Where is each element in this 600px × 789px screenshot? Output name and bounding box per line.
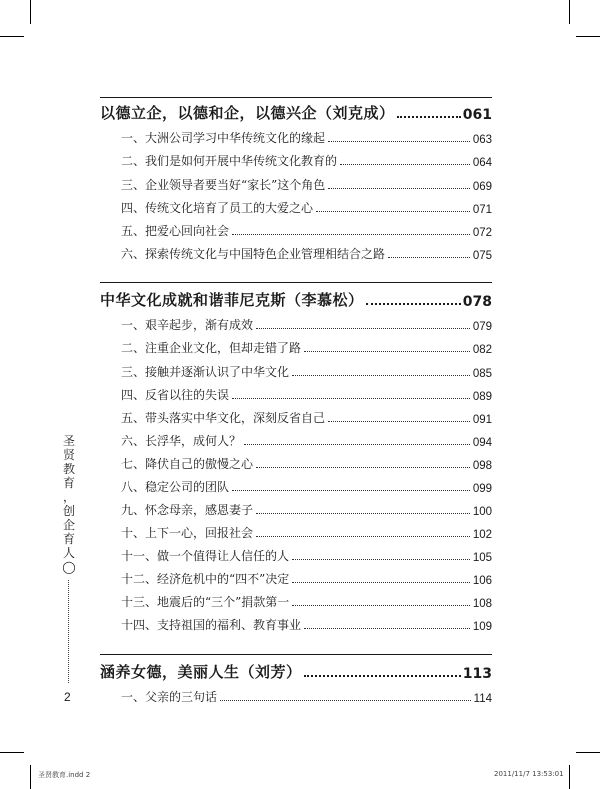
item-title: 十、上下一心，回报社会 (121, 526, 254, 540)
crop-mark (569, 0, 570, 24)
page-number: 2 (64, 690, 71, 704)
crop-mark (30, 765, 31, 789)
item-page: 100 (472, 506, 492, 518)
toc-item[interactable] (121, 544, 492, 564)
section-title: 以德立企，以德和企，以德兴企（刘克成） (100, 104, 395, 122)
section-divider (100, 282, 492, 283)
section-heading[interactable] (100, 101, 492, 123)
dot-leader (328, 420, 470, 422)
item-title: 十一、做一个值得让人信任的人 (121, 549, 290, 563)
section-title: 涵养女德，美丽人生（刘芳） (100, 663, 302, 681)
item-title: 二、我们是如何开展中华传统文化教育的 (121, 154, 338, 168)
crop-mark (0, 752, 24, 753)
section-page: 061 (462, 107, 492, 123)
dot-leader (292, 558, 470, 560)
item-title: 十二、经济危机中的“四不”决定 (121, 572, 290, 586)
dot-leader (256, 327, 470, 329)
side-circle-icon: ◯ (62, 560, 76, 574)
item-page: 098 (472, 460, 492, 472)
section-divider (100, 97, 492, 98)
dot-leader (328, 140, 470, 142)
item-title: 一、艰辛起步，渐有成效 (121, 318, 254, 332)
item-title: 二、注重企业文化，但却走错了路 (121, 341, 302, 355)
item-page: 089 (472, 391, 492, 403)
footer-file-label: 圣贤教育.indd 2 (38, 771, 91, 779)
dot-leader (232, 233, 470, 235)
toc-item[interactable] (121, 360, 492, 380)
dot-leader (232, 397, 470, 399)
item-title: 一、大洲公司学习中华传统文化的缘起 (121, 131, 326, 145)
item-title: 一、父亲的三句话 (121, 690, 218, 704)
toc-item[interactable] (121, 406, 492, 426)
item-page: 114 (473, 693, 492, 705)
dot-leader (220, 699, 471, 701)
dot-leader (232, 489, 470, 491)
item-title: 四、反省以往的失误 (121, 388, 230, 402)
toc-item[interactable] (121, 383, 492, 403)
dot-leader (366, 302, 461, 305)
item-page: 071 (472, 204, 492, 216)
item-title: 九、怀念母亲，感恩妻子 (121, 503, 254, 517)
crop-mark (0, 36, 24, 37)
item-title: 十三、地震后的“三个”捐款第一 (121, 595, 290, 609)
item-title: 八、稳定公司的团队 (121, 480, 230, 494)
item-title: 六、探索传统文化与中国特色企业管理相结合之路 (121, 247, 386, 261)
dot-leader (304, 627, 470, 629)
crop-mark (30, 0, 31, 24)
item-page: 085 (472, 368, 492, 380)
item-page: 099 (472, 483, 492, 495)
toc-item[interactable] (121, 567, 492, 587)
side-title-text: 圣 贤 教 育 ， 创 企 育 人 (62, 434, 75, 560)
dot-leader (292, 581, 470, 583)
toc-item[interactable] (121, 242, 492, 262)
side-dot-leader (68, 580, 69, 683)
dot-leader (244, 443, 470, 445)
toc-item[interactable] (121, 173, 492, 193)
crop-mark (576, 36, 600, 37)
section-heading[interactable] (100, 660, 492, 682)
footer-timestamp: 2011/11/7 13:53:01 (494, 770, 564, 778)
item-page: 102 (472, 529, 492, 541)
toc-item[interactable] (121, 336, 492, 356)
item-title: 六、长浮华，成何人？ (121, 434, 242, 448)
toc-item[interactable] (121, 219, 492, 239)
item-title: 四、传统文化培育了员工的大爱之心 (121, 201, 314, 215)
crop-mark (576, 752, 600, 753)
dot-leader (304, 674, 461, 677)
dot-leader (397, 115, 461, 118)
item-page: 108 (472, 598, 492, 610)
section-heading[interactable] (100, 288, 492, 310)
item-page: 069 (472, 181, 492, 193)
item-page: 063 (472, 134, 492, 146)
item-title: 十四、支持祖国的福利、教育事业 (121, 618, 302, 632)
item-page: 082 (472, 344, 492, 356)
dot-leader (256, 466, 470, 468)
dot-leader (256, 512, 470, 514)
item-page: 094 (472, 437, 492, 449)
item-page: 079 (472, 321, 492, 333)
item-page: 075 (472, 250, 492, 262)
toc-item[interactable] (121, 521, 492, 541)
toc-item[interactable] (121, 429, 492, 449)
item-page: 091 (472, 414, 492, 426)
crop-mark (569, 765, 570, 789)
side-book-title (62, 434, 76, 574)
section-page: 113 (462, 666, 492, 682)
toc-item[interactable] (121, 149, 492, 169)
dot-leader (340, 163, 470, 165)
toc-item[interactable] (121, 196, 492, 216)
toc-item[interactable] (121, 590, 492, 610)
item-title: 七、降伏自己的傲慢之心 (121, 457, 254, 471)
item-title: 五、带头落实中华文化，深刻反省自己 (121, 411, 326, 425)
toc-item[interactable] (121, 475, 492, 495)
item-title: 三、接触并逐渐认识了中华文化 (121, 365, 290, 379)
toc-item[interactable] (121, 126, 492, 146)
item-page: 105 (472, 552, 492, 564)
section-title: 中华文化成就和谐菲尼克斯（李慕松） (100, 291, 364, 309)
dot-leader (292, 604, 470, 606)
toc-item[interactable] (121, 452, 492, 472)
toc-item[interactable] (121, 685, 492, 705)
dot-leader (292, 374, 470, 376)
toc-item[interactable] (121, 313, 492, 333)
item-page: 106 (472, 575, 492, 587)
item-title: 五、把爱心回向社会 (121, 224, 230, 238)
section-page: 078 (462, 294, 492, 310)
item-page: 109 (472, 621, 492, 633)
section-divider (100, 654, 492, 655)
toc-item[interactable] (121, 613, 492, 633)
toc-item[interactable] (121, 498, 492, 518)
dot-leader (304, 350, 470, 352)
dot-leader (316, 210, 470, 212)
dot-leader (256, 535, 470, 537)
item-title: 三、企业领导者要当好“家长”这个角色 (121, 178, 326, 192)
dot-leader (388, 256, 470, 258)
item-page: 072 (472, 227, 492, 239)
dot-leader (328, 187, 470, 189)
item-page: 064 (472, 157, 492, 169)
